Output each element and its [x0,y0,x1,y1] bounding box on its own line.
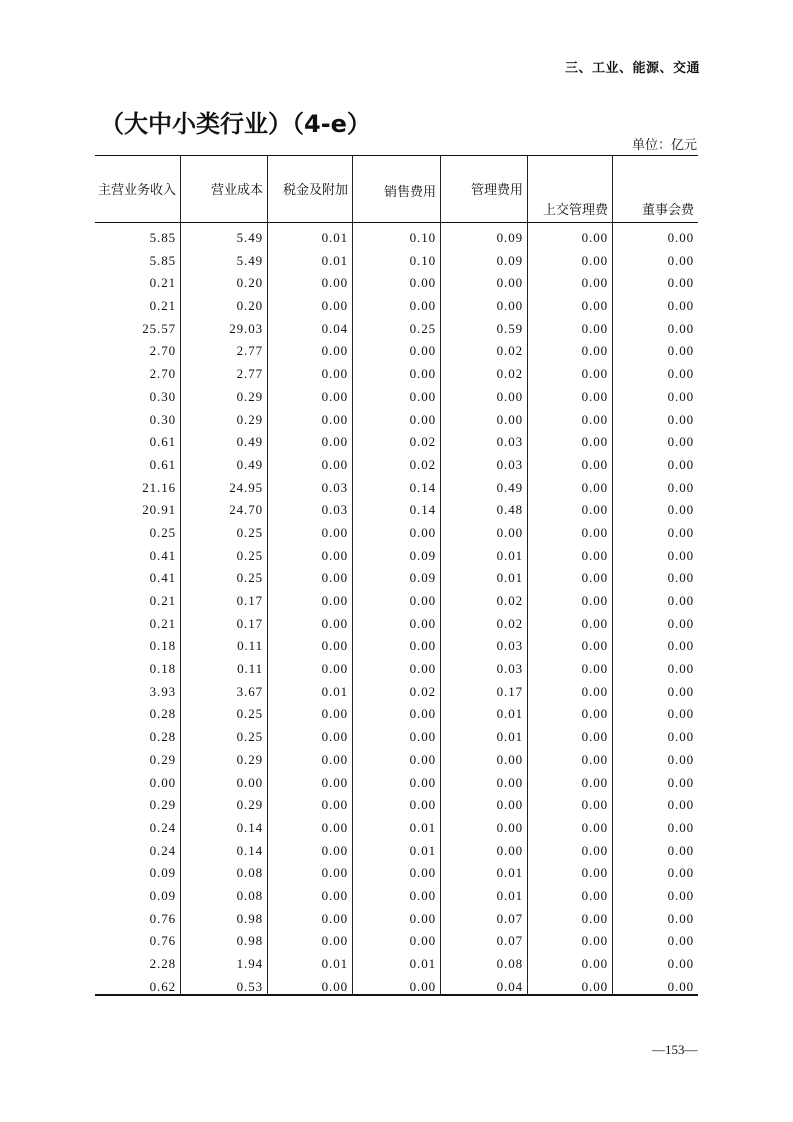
table-cell: 0.00 [581,275,608,291]
table-row [95,454,698,477]
table-cell: 0.00 [581,683,608,699]
table-cell: 0.00 [409,706,436,722]
table-cell: 0.00 [409,729,436,745]
table-cell: 0.00 [321,388,348,404]
table-cell: 0.24 [149,842,176,858]
table-cell: 24.70 [229,502,263,518]
table-row [95,658,698,681]
table-row [95,930,698,953]
table-cell: 0.25 [236,524,263,540]
table-cell: 0.00 [581,842,608,858]
table-cell: 0.00 [409,593,436,608]
table-row [95,250,698,273]
table-row [95,772,698,795]
table-cell: 0.02 [409,683,436,699]
table-cell: 0.00 [581,819,608,835]
table-cell: 0.98 [236,933,263,949]
table-cell: 0.00 [581,797,608,813]
table-cell: 0.00 [667,819,694,835]
column-header-board-fee: 董事会费 [641,203,694,218]
table-cell: 0.00 [321,411,348,427]
table-cell: 0.00 [581,933,608,949]
table-cell: 0.25 [236,547,263,563]
table-row [95,885,698,908]
table-cell: 0.00 [321,638,348,654]
table-row [95,794,698,817]
table-cell: 0.00 [496,388,523,404]
table-cell: 1.94 [236,956,263,971]
table-cell: 0.04 [496,978,523,994]
table-cell: 0.00 [667,547,694,563]
table-cell: 0.00 [409,343,436,359]
table-cell: 0.24 [149,819,176,835]
table-cell: 0.21 [149,615,176,631]
table-cell: 0.61 [149,456,176,472]
table-cell: 0.00 [581,865,608,881]
table-cell: 0.09 [149,865,176,881]
table-cell: 0.00 [667,615,694,631]
table-cell: 0.00 [409,298,436,314]
table-cell: 0.21 [149,298,176,314]
table-cell: 0.01 [409,842,436,858]
table-cell: 0.02 [496,366,523,382]
table-cell: 0.09 [496,230,523,245]
table-row [95,499,698,522]
section-header: 三、工业、能源、交通 [564,61,700,76]
table-cell: 0.00 [581,978,608,994]
table-cell: 0.00 [409,774,436,790]
table-cell: 2.28 [149,956,176,971]
table-cell: 0.00 [149,774,176,790]
table-top-rule [95,155,698,156]
table-cell: 0.21 [149,593,176,608]
table-cell: 0.76 [149,933,176,949]
table-row [95,590,698,613]
table-cell: 0.02 [496,593,523,608]
table-cell: 0.00 [667,252,694,268]
table-cell: 0.28 [149,729,176,745]
table-cell: 0.00 [581,593,608,608]
table-cell: 0.00 [496,842,523,858]
table-cell: 0.00 [409,524,436,540]
column-header-taxes-surcharges: 税金及附加 [282,183,348,198]
table-cell: 0.76 [149,910,176,926]
table-cell: 0.00 [321,366,348,382]
table-cell: 0.00 [581,388,608,404]
table-cell: 0.00 [321,661,348,677]
table-row [95,522,698,545]
table-cell: 0.03 [321,479,348,495]
table-cell: 0.00 [667,502,694,518]
table-row [95,386,698,409]
table-cell: 0.00 [496,411,523,427]
table-cell: 0.00 [667,774,694,790]
table-cell: 0.29 [149,751,176,767]
column-header-operating-cost: 营业成本 [210,183,263,198]
table-cell: 0.01 [496,547,523,563]
table-cell: 21.16 [142,479,176,495]
table-cell: 0.00 [236,774,263,790]
table-cell: 0.00 [581,298,608,314]
table-cell: 0.00 [496,797,523,813]
table-cell: 0.00 [667,366,694,382]
table-cell: 0.48 [496,502,523,518]
table-cell: 0.01 [321,252,348,268]
table-cell: 0.00 [667,275,694,291]
table-cell: 0.00 [321,865,348,881]
table-cell: 0.09 [149,887,176,903]
table-cell: 0.03 [496,661,523,677]
table-cell: 0.00 [667,887,694,903]
table-cell: 0.00 [321,978,348,994]
table-cell: 0.41 [149,570,176,586]
table-cell: 0.59 [496,320,523,336]
table-cell: 0.00 [581,956,608,971]
table-row [95,227,698,250]
table-cell: 0.00 [321,706,348,722]
table-cell: 0.07 [496,910,523,926]
table-cell: 0.14 [236,842,263,858]
table-cell: 0.00 [667,456,694,472]
table-cell: 5.49 [236,252,263,268]
table-cell: 0.00 [321,910,348,926]
table-cell: 0.00 [321,774,348,790]
table-cell: 24.95 [229,479,263,495]
table-cell: 0.00 [667,751,694,767]
column-header-main-revenue: 主营业务收入 [97,183,176,198]
table-cell: 0.00 [496,819,523,835]
table-row [95,908,698,931]
table-cell: 0.01 [321,956,348,971]
table-cell: 0.08 [236,887,263,903]
table-cell: 0.00 [321,456,348,472]
table-cell: 0.02 [409,456,436,472]
table-cell: 0.00 [409,978,436,994]
table-cell: 2.70 [149,343,176,359]
table-cell: 0.62 [149,978,176,994]
table-cell: 3.93 [149,683,176,699]
table-cell: 0.00 [409,933,436,949]
table-row [95,749,698,772]
table-cell: 0.00 [667,479,694,495]
table-cell: 0.00 [667,978,694,994]
table-cell: 0.17 [236,615,263,631]
table-cell: 0.09 [409,547,436,563]
column-header-admin-expenses: 管理费用 [470,183,523,198]
table-row [95,295,698,318]
table-cell: 0.00 [581,774,608,790]
table-cell: 0.00 [667,388,694,404]
table-cell: 0.14 [409,502,436,518]
table-cell: 0.00 [496,751,523,767]
table-row [95,567,698,590]
table-cell: 0.00 [409,797,436,813]
table-cell: 0.00 [581,502,608,518]
table-cell: 0.29 [236,388,263,404]
table-cell: 0.00 [581,230,608,245]
column-header-selling-expenses: 销售费用 [383,185,436,200]
table-cell: 0.08 [496,956,523,971]
table-cell: 0.00 [409,366,436,382]
table-cell: 0.00 [496,298,523,314]
table-cell: 0.00 [496,524,523,540]
table-cell: 0.00 [321,275,348,291]
table-cell: 0.00 [667,570,694,586]
page-number: —153— [652,1042,698,1057]
table-cell: 0.29 [236,797,263,813]
table-cell: 0.00 [581,343,608,359]
table-cell: 2.70 [149,366,176,382]
table-row [95,477,698,500]
table-cell: 0.03 [496,456,523,472]
table-cell: 0.02 [409,434,436,450]
table-cell: 0.01 [496,729,523,745]
table-cell: 0.01 [409,819,436,835]
table-cell: 0.29 [149,797,176,813]
table-cell: 0.00 [667,638,694,654]
table-cell: 0.00 [496,275,523,291]
table-cell: 0.09 [409,570,436,586]
table-cell: 0.30 [149,411,176,427]
table-cell: 0.29 [236,411,263,427]
table-cell: 0.00 [667,411,694,427]
table-cell: 0.20 [236,298,263,314]
table-cell: 0.00 [321,298,348,314]
table-cell: 0.00 [581,456,608,472]
table-row [95,953,698,976]
table-cell: 0.00 [321,593,348,608]
table-cell: 0.00 [667,933,694,949]
table-cell: 0.01 [496,706,523,722]
table-cell: 0.00 [581,366,608,382]
table-cell: 0.00 [581,887,608,903]
table-cell: 5.85 [149,230,176,245]
table-cell: 0.08 [236,865,263,881]
table-cell: 0.03 [321,502,348,518]
table-row [95,635,698,658]
table-cell: 0.00 [581,411,608,427]
table-row [95,318,698,341]
table-cell: 0.00 [581,751,608,767]
table-cell: 0.01 [409,956,436,971]
table-cell: 0.00 [581,479,608,495]
table-cell: 0.00 [409,910,436,926]
table-cell: 0.00 [581,434,608,450]
table-cell: 0.10 [409,252,436,268]
table-cell: 0.01 [496,887,523,903]
table-row [95,431,698,454]
table-cell: 0.00 [321,547,348,563]
table-cell: 0.00 [409,887,436,903]
table-row [95,409,698,432]
table-cell: 0.01 [321,230,348,245]
table-cell: 0.49 [236,456,263,472]
table-cell: 0.00 [581,729,608,745]
table-cell: 0.00 [409,865,436,881]
table-cell: 0.17 [496,683,523,699]
table-cell: 0.00 [667,910,694,926]
table-cell: 0.30 [149,388,176,404]
table-cell: 0.98 [236,910,263,926]
table-cell: 0.14 [236,819,263,835]
table-cell: 0.00 [667,706,694,722]
table-cell: 0.00 [581,638,608,654]
table-cell: 0.01 [496,570,523,586]
table-cell: 0.14 [409,479,436,495]
table-cell: 0.11 [237,661,263,677]
table-cell: 0.01 [321,683,348,699]
table-cell: 0.07 [496,933,523,949]
table-cell: 0.00 [321,933,348,949]
table-cell: 0.18 [149,661,176,677]
table-cell: 0.00 [581,706,608,722]
table-row [95,363,698,386]
table-cell: 5.49 [236,230,263,245]
table-body [95,227,698,998]
table-row [95,726,698,749]
table-cell: 0.41 [149,547,176,563]
table-cell: 0.00 [409,661,436,677]
table-cell: 0.00 [667,343,694,359]
table-cell: 0.00 [321,887,348,903]
table-cell: 0.00 [667,593,694,608]
table-row [95,703,698,726]
table-cell: 0.00 [321,729,348,745]
table-cell: 0.00 [321,615,348,631]
table-cell: 0.00 [321,343,348,359]
table-cell: 0.25 [236,706,263,722]
table-cell: 0.00 [496,774,523,790]
table-cell: 29.03 [229,320,263,336]
table-row [95,340,698,363]
table-cell: 0.00 [581,615,608,631]
table-cell: 0.53 [236,978,263,994]
table-cell: 0.00 [409,615,436,631]
table-cell: 3.67 [236,683,263,699]
table-row [95,272,698,295]
table-cell: 0.09 [496,252,523,268]
table-cell: 0.02 [496,343,523,359]
table-cell: 0.25 [409,320,436,336]
table-cell: 0.00 [321,819,348,835]
table-cell: 25.57 [142,320,176,336]
table-row [95,545,698,568]
table-cell: 0.00 [321,434,348,450]
table-cell: 0.00 [321,797,348,813]
table-row [95,613,698,636]
table-cell: 0.00 [321,524,348,540]
table-cell: 0.00 [581,661,608,677]
table-cell: 0.00 [409,388,436,404]
table-cell: 0.00 [667,320,694,336]
table-cell: 20.91 [142,502,176,518]
table-cell: 2.77 [236,366,263,382]
table-cell: 0.00 [667,956,694,971]
table-cell: 0.25 [236,729,263,745]
table-cell: 0.00 [667,683,694,699]
table-cell: 0.18 [149,638,176,654]
table-cell: 0.00 [581,252,608,268]
table-cell: 0.21 [149,275,176,291]
table-cell: 0.29 [236,751,263,767]
table-cell: 0.00 [321,842,348,858]
table-cell: 0.00 [581,320,608,336]
table-row [95,840,698,863]
page-title: （大中小类行业）（4-e） [100,110,371,138]
table-cell: 0.00 [409,411,436,427]
table-cell: 0.11 [237,638,263,654]
table-cell: 0.17 [236,593,263,608]
table-cell: 0.00 [667,230,694,245]
table-cell: 0.61 [149,434,176,450]
table-cell: 0.20 [236,275,263,291]
table-cell: 0.00 [667,298,694,314]
table-cell: 0.00 [409,751,436,767]
column-header-management-fee-paid: 上交管理费 [542,203,608,218]
table-cell: 0.00 [581,570,608,586]
table-header-rule [95,222,698,223]
table-cell: 0.02 [496,615,523,631]
table-cell: 0.25 [149,524,176,540]
table-cell: 0.00 [581,910,608,926]
table-row [95,681,698,704]
table-cell: 0.25 [236,570,263,586]
table-cell: 0.00 [667,842,694,858]
table-cell: 0.28 [149,706,176,722]
table-cell: 0.49 [236,434,263,450]
table-cell: 0.00 [409,275,436,291]
table-row [95,817,698,840]
table-cell: 2.77 [236,343,263,359]
table-cell: 0.00 [667,661,694,677]
table-cell: 0.00 [667,865,694,881]
table-cell: 0.00 [667,524,694,540]
table-cell: 0.00 [321,751,348,767]
table-cell: 0.00 [321,570,348,586]
table-cell: 0.00 [667,434,694,450]
table-cell: 0.49 [496,479,523,495]
table-cell: 0.00 [409,638,436,654]
table-cell: 0.00 [581,547,608,563]
table-cell: 0.04 [321,320,348,336]
table-cell: 0.01 [496,865,523,881]
table-cell: 0.10 [409,230,436,245]
table-cell: 0.00 [667,729,694,745]
table-cell: 0.00 [667,797,694,813]
table-cell: 0.03 [496,434,523,450]
table-cell: 0.00 [581,524,608,540]
table-row [95,976,698,999]
table-row [95,862,698,885]
table-cell: 0.03 [496,638,523,654]
table-cell: 5.85 [149,252,176,268]
unit-label: 单位：亿元 [631,138,697,153]
